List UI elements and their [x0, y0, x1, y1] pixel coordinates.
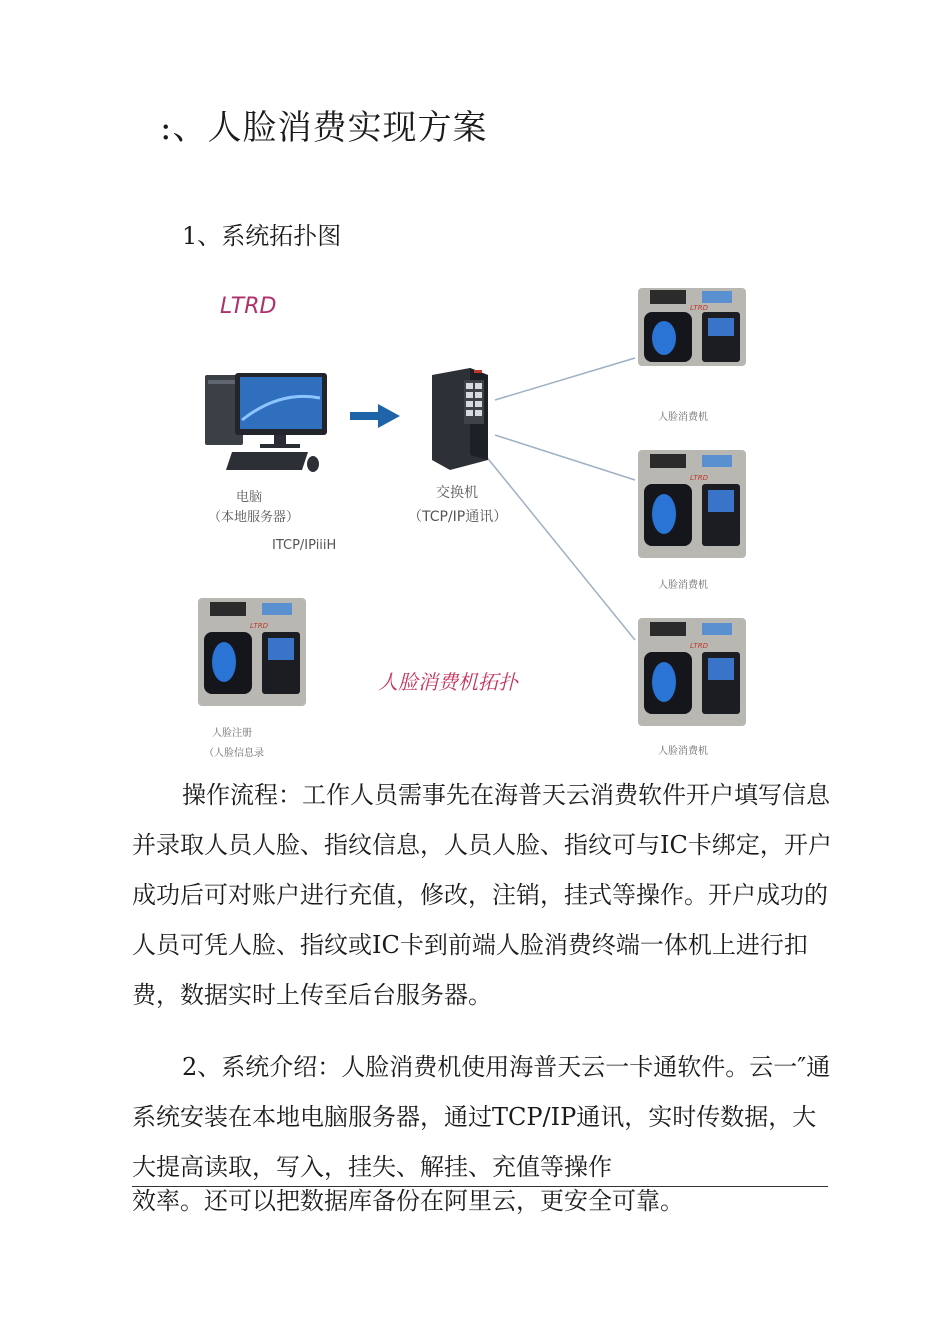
section-heading-topology: 1、系统拓扑图 [182, 222, 342, 250]
pc-label: 电脑 [236, 490, 263, 505]
face-terminal-1 [638, 288, 746, 366]
terminal-label-2: 人脸消费机 [658, 580, 708, 591]
computer-icon [205, 373, 327, 472]
switch-label: 交换机 [436, 485, 478, 501]
terminal-label-3: 人脸消费机 [658, 746, 708, 757]
device-brand-text-3: LTRD [690, 642, 708, 650]
link-line-1 [495, 358, 635, 400]
pc-tcp-label: ITCP/IPiiiH [272, 538, 337, 553]
page-title: :、人脸消费实现方案 [160, 108, 488, 148]
device-brand-text-4: LTRD [250, 622, 268, 630]
enroll-label: 人脸注册 [212, 728, 252, 739]
link-line-3 [485, 455, 635, 640]
network-switch-icon [432, 368, 488, 470]
brand-logo: LTRD [220, 294, 277, 319]
system-intro-text: 2、系统介绍：人脸消费机使用海普天云一卡通软件。云一″通系统安装在本地电脑服务器，通过TCP/IP通讯，实时传数据，大大提高读取，写入，挂失、解挂、充值等操作 [132, 1053, 831, 1181]
face-enroll-terminal [198, 598, 306, 706]
diagram-caption: 人脸消费机拓扑 [378, 670, 518, 694]
operation-flow-text: 操作流程：工作人员需事先在海普天云消费软件开户填写信息并录取人员人脸、指纹信息，人员人脸、指纹可与IC卡绑定，开户成功后可对账户进行充值，修改，注销，挂式等操作。开户成功的人员可凭人脸、指纹或IC卡到前端人脸消费终端一体机上进行扣费，数据实时上传至后台服务器。 [132, 781, 832, 1009]
enroll-sublabel: （人脸信息录 [204, 748, 264, 759]
operation-flow-paragraph [132, 770, 832, 1020]
terminal-label-1: 人脸消费机 [658, 412, 708, 423]
face-terminal-2 [638, 450, 746, 558]
switch-sublabel: （TCP/IP通讯） [408, 509, 508, 525]
device-brand-text-2: LTRD [690, 474, 708, 482]
arrow-icon [350, 404, 400, 428]
link-line-2 [495, 435, 635, 480]
topology-diagram [190, 280, 770, 760]
system-intro-paragraph [132, 1042, 832, 1192]
system-intro-tail: 效率。还可以把数据库备份在阿里云，更安全可靠。 [132, 1187, 684, 1215]
pc-sublabel: （本地服务器） [208, 510, 300, 525]
device-brand-text-1: LTRD [690, 304, 708, 312]
face-terminal-3 [638, 618, 746, 726]
